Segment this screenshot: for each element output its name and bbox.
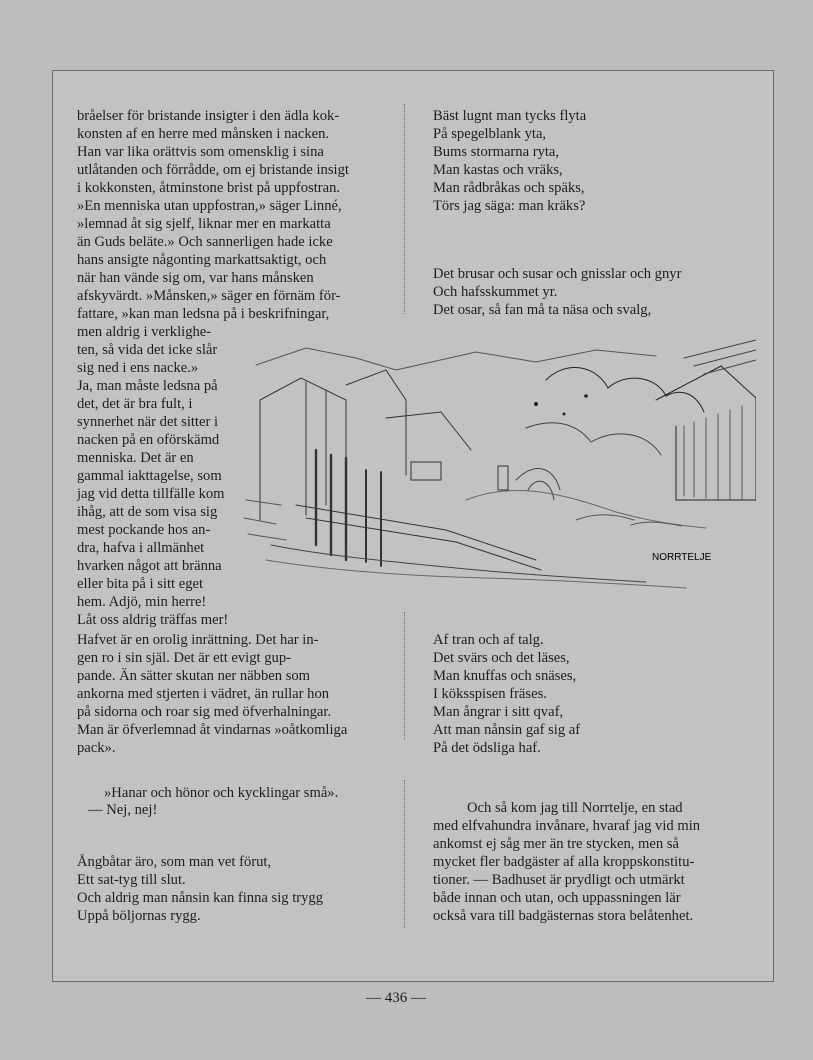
left-top-line-3: Han var lika orättvis som omensklig i sina	[77, 144, 324, 160]
left-narrow-line-8: menniska. Det är en	[77, 450, 194, 466]
right-top-line-1: Bäst lugnt man tycks flyta	[433, 108, 587, 124]
left-top-line-5: i kokkonsten, åtminstone brist på uppfostran.	[77, 180, 341, 196]
left-top-line-9: hans ansigte någonting markattsaktigt, och	[77, 252, 327, 268]
left-narrow-line-7: nacken på en oförskämd	[77, 432, 220, 448]
left-bottom-line-1: Ångbåtar äro, som man vet förut,	[77, 854, 272, 870]
left-narrow-line-3: sig ned i ens nacke.»	[77, 360, 199, 376]
left-narrow-line-1: men aldrig i verklighe-	[77, 324, 212, 340]
left-narrow-line-14: hvarken något att bränna	[77, 558, 222, 574]
right-after-line-6: Att man nånsin gaf sig af	[433, 722, 581, 738]
right-bottom-line-2: med elfvahundra invånare, hvaraf jag vid min	[433, 818, 701, 834]
right-mid-line-1: Det brusar och susar och gnisslar och gnyr	[433, 266, 682, 282]
right-after-line-7: På det ödsliga haf.	[433, 740, 541, 756]
left-narrow-line-15: eller bita på i sitt eget	[77, 576, 204, 592]
left-after-line-5: på sidorna och roar sig med öfverhalningar.	[77, 704, 332, 720]
right-bottom-line-5: tioner. — Badhuset är prydligt och utmärkt	[433, 872, 685, 888]
left-after-line-4: ankorna med stjerten i vädret, än rullar hon	[77, 686, 330, 702]
right-after-line-5: Man ångrar i sitt qvaf,	[433, 704, 564, 720]
left-hens-line-2: — Nej, nej!	[88, 802, 158, 818]
left-narrow-line-5: det, det är bra fult, i	[77, 396, 193, 412]
left-top-line-7: »lemnad åt sig sjelf, liknar mer en markatta	[77, 216, 331, 232]
page-number: — 436 —	[366, 990, 426, 1006]
left-narrow-line-12: mest pockande hos an-	[77, 522, 211, 538]
left-top-line-6: »En menniska utan uppfostran,» säger Linné,	[77, 198, 342, 214]
left-narrow-line-9: gammal iakttagelse, som	[77, 468, 222, 484]
left-narrow-line-10: jag vid detta tillfälle kom	[77, 486, 225, 502]
right-after-line-3: Man knuffas och snäses,	[433, 668, 577, 684]
left-top-line-11: afskyvärdt. »Månsken,» säger en förnäm för-	[77, 288, 341, 304]
left-narrow-line-2: ten, så vida det icke slår	[77, 342, 218, 358]
left-bottom-line-3: Och aldrig man nånsin kan finna sig trygg	[77, 890, 324, 906]
column-divider-bottom	[404, 780, 411, 928]
left-narrow-line-4: Ja, man måste ledsna på	[77, 378, 218, 394]
right-bottom-line-3: ankomst ej såg mer än tre stycken, men så	[433, 836, 679, 852]
left-bottom-line-2: Ett sat-tyg till slut.	[77, 872, 186, 888]
left-narrow-line-6: synnerhet när det sitter i	[77, 414, 219, 430]
left-after-line-3: pande. Än sätter skutan ner näbben som	[77, 668, 311, 684]
column-divider-middle	[404, 612, 411, 740]
right-bottom-line-6: både innan och utan, och uppassningen lär	[433, 890, 681, 906]
left-after-line-6: Man är öfverlemnad åt vindarnas »oåtkomliga	[77, 722, 348, 738]
left-hens-line-1: »Hanar och hönor och kycklingar små».	[104, 785, 339, 801]
right-top-line-6: Törs jag säga: man kräks?	[433, 198, 586, 214]
left-top-line-10: när han vände sig om, var hans månsken	[77, 270, 314, 286]
right-after-line-2: Det svärs och det läses,	[433, 650, 570, 666]
right-mid-line-3: Det osar, så fan må ta näsa och svalg,	[433, 302, 652, 318]
right-top-line-3: Bums stormarna ryta,	[433, 144, 560, 160]
right-bottom-line-1: Och så kom jag till Norrtelje, en stad	[467, 800, 683, 816]
right-bottom-line-7: också vara till badgästernas stora belåtenhet.	[433, 908, 694, 924]
right-top-line-5: Man rådbråkas och späks,	[433, 180, 585, 196]
left-narrow-line-16: hem. Adjö, min herre!	[77, 594, 207, 610]
right-mid-line-2: Och hafsskummet yr.	[433, 284, 558, 300]
right-after-line-1: Af tran och af talg.	[433, 632, 544, 648]
right-after-line-4: I köksspisen fräses.	[433, 686, 547, 702]
left-top-line-4: utlåtanden och förrådde, om ej bristande insigt	[77, 162, 349, 178]
left-after-line-7: pack».	[77, 740, 116, 756]
right-top-line-2: På spegelblank yta,	[433, 126, 547, 142]
right-top-line-4: Man kastas och vräks,	[433, 162, 563, 178]
norrtelje-harbor-sketch	[236, 330, 756, 592]
left-narrow-line-11: ihåg, att de som visa sig	[77, 504, 218, 520]
column-divider-top	[404, 104, 411, 314]
left-bottom-line-4: Uppå böljornas rygg.	[77, 908, 201, 924]
left-top-line-1: bråelser för bristande insigter i den ädla kok-	[77, 108, 340, 124]
left-top-line-8: än Guds beläte.» Och sannerligen hade icke	[77, 234, 333, 250]
right-bottom-line-4: mycket fler badgäster af alla kroppskonstitu-	[433, 854, 695, 870]
illustration-caption: NORRTELJE	[652, 552, 712, 563]
left-top-line-2: konsten af en herre med månsken i nacken.	[77, 126, 330, 142]
left-after-line-1: Hafvet är en orolig inrättning. Det har in-	[77, 632, 319, 648]
left-narrow-line-17: Låt oss aldrig träffas mer!	[77, 612, 229, 628]
left-after-line-2: gen ro i sin själ. Det är ett evigt gup-	[77, 650, 291, 666]
left-top-line-12: fattare, »kan man ledsna på i beskrifningar,	[77, 306, 330, 322]
left-narrow-line-13: dra, hafva i allmänhet	[77, 540, 205, 556]
